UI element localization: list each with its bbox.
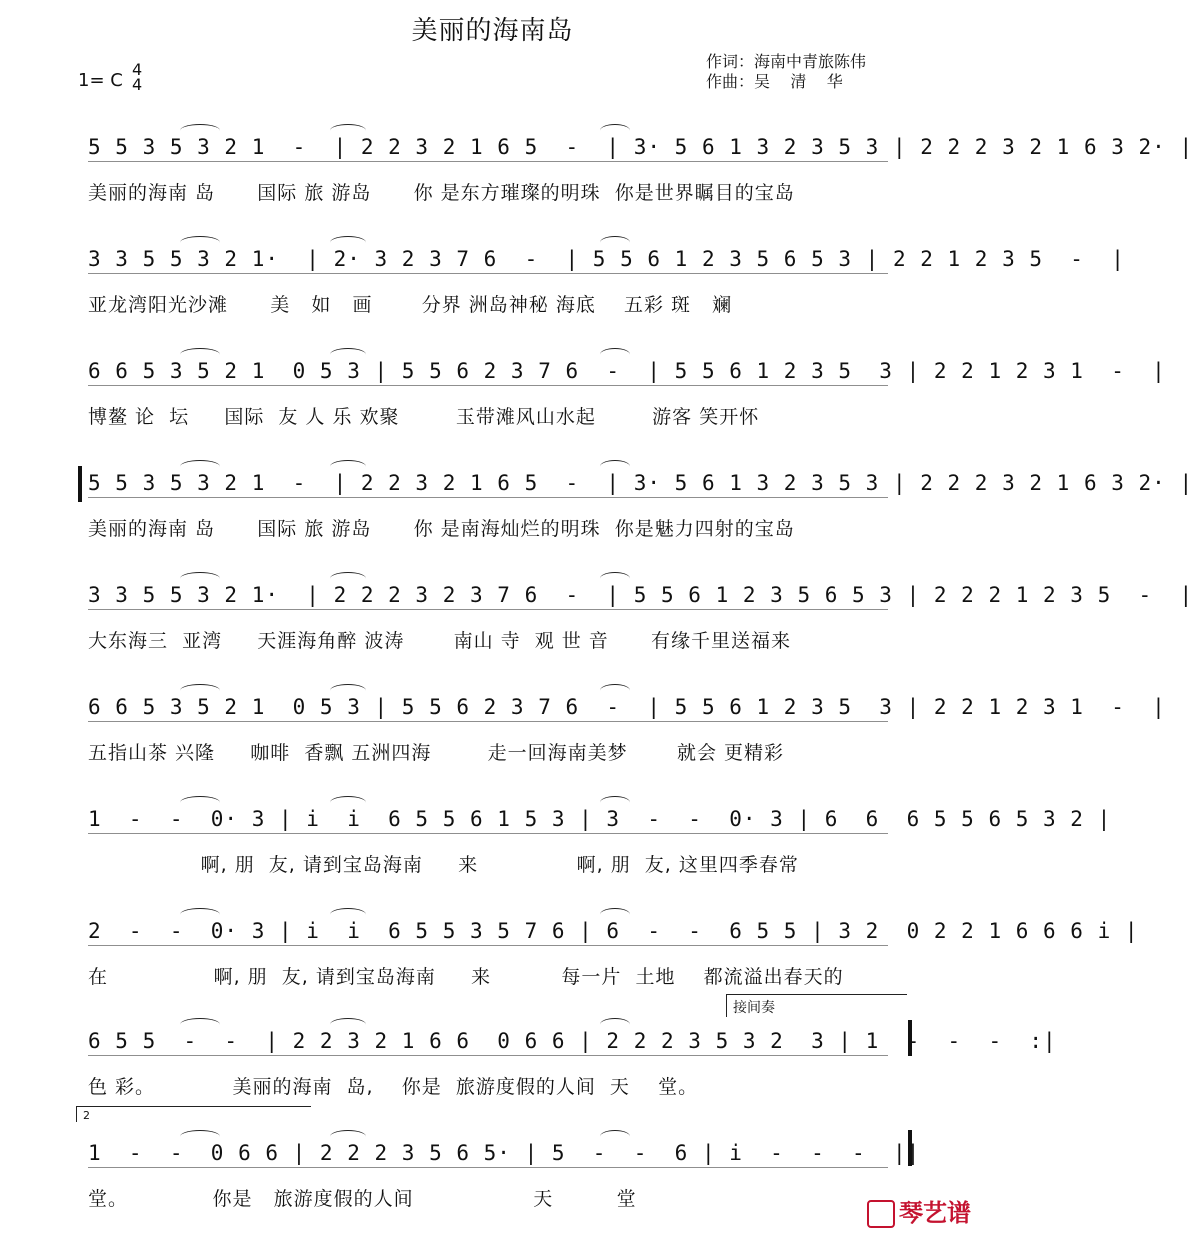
lyric-line: 美丽的海南 岛 国际 旅 游岛 你 是南海灿烂的明珠 你是魅力四射的宝岛 [88,518,795,540]
credits [706,52,866,92]
score-row [0,242,1125,342]
score-row [0,354,1166,454]
slur-mark [180,796,220,809]
notation-line: 6 6 5 3 5 2 1 0 5 3 | 5 5 6 2 3 7 6 - | 5 5 6 1 2 3 5 3 | 2 2 1 2 3 1 - | [88,690,908,724]
slur-mark [180,684,220,697]
notation-line: 6 6 5 3 5 2 1 0 5 3 | 5 5 6 2 3 7 6 - | 5 5 6 1 2 3 5 3 | 2 2 1 2 3 1 - | [88,354,908,388]
slur-mark [330,1018,366,1031]
slur-mark [180,460,220,473]
lyric-line: 在 啊, 朋 友, 请到宝岛海南 来 每一片 土地 都流溢出春天的 [88,966,844,988]
time-signature [132,62,142,92]
score-row [0,578,1193,678]
slur-mark [600,572,630,585]
slur-mark [600,348,630,361]
lyric-line: 大东海三 亚湾 天涯海角醉 波涛 南山 寺 观 世 音 有缘千里送福来 [88,630,792,652]
slur-mark [600,1130,630,1143]
slur-mark [330,908,366,921]
notation-line: 3 3 5 5 3 2 1· | 2 2 2 3 2 3 7 6 - | 5 5 6 1 2 3 5 6 5 3 | 2 2 2 1 2 3 5 - | [88,578,908,612]
time-top: 4 [132,60,143,79]
slur-mark [600,460,630,473]
site-logo [867,1193,971,1228]
notation-line: 3 3 5 5 3 2 1· | 2· 3 2 3 7 6 - | 5 5 6 1 2 3 5 6 5 3 | 2 2 1 2 3 5 - | [88,242,908,276]
notation-line: 5 5 3 5 3 2 1 - | 2 2 3 2 1 6 5 - | 3· 5 6 1 3 2 3 5 3 | 2 2 2 3 2 1 6 3 2· | [88,466,908,500]
slur-mark [180,124,220,137]
slur-mark [180,908,220,921]
slur-mark [330,796,366,809]
slur-mark [330,236,366,249]
slur-mark [330,1130,366,1143]
beam-underline [88,1167,888,1174]
score-row [0,1136,985,1236]
lyric-line: 色 彩。 美丽的海南 岛, 你是 旅游度假的人间 天 堂。 [88,1076,699,1098]
slur-mark [600,796,630,809]
final-barline [900,1130,912,1166]
logo-text: 琴艺谱 [899,1199,971,1227]
slur-mark [330,348,366,361]
slur-mark [600,908,630,921]
lyricist-credit: 作词：海南中青旅陈伟 [706,52,867,71]
notation-line: 1 - - 0 6 6 | 2 2 2 3 5 6 5· | 5 - - 6 | i - - - || [88,1136,908,1170]
slur-mark [180,572,220,585]
key-signature: 1= C [78,70,123,91]
lyric-line: 啊, 朋 友, 请到宝岛海南 来 啊, 朋 友, 这里四季春常 [88,854,799,876]
score-row [0,690,1166,790]
song-title: 美丽的海南岛 [411,16,574,46]
lyric-line: 堂。 你是 旅游度假的人间 天 堂 [88,1188,637,1210]
beam-underline [88,945,888,952]
notation-line: 6 5 5 - - | 2 2 3 2 1 6 6 0 6 6 | 2 2 2 3 5 3 2 3 | 1 - - - :| [88,1024,908,1058]
beam-underline [88,721,888,728]
score-row [0,130,1193,230]
beam-underline [88,161,888,168]
lyric-line: 美丽的海南 岛 国际 旅 游岛 你 是东方璀璨的明珠 你是世界瞩目的宝岛 [88,182,795,204]
lyric-line: 五指山茶 兴隆 咖啡 香飘 五洲四海 走一回海南美梦 就会 更精彩 [88,742,784,764]
slur-mark [330,684,366,697]
score-row [0,466,1193,566]
beam-underline [88,385,888,392]
lyric-line: 博鳌 论 坛 国际 友 人 乐 欢聚 玉带滩风山水起 游客 笑开怀 [88,406,760,428]
notation-line: 2 - - 0· 3 | i i 6 5 5 3 5 7 6 | 6 - - 6 5 5 | 3 2 0 2 2 1 6 6 6 i | [88,914,908,948]
volta-1-label: 接间奏 [733,1000,775,1016]
score-row [0,802,1112,902]
volta-2-bracket [76,1106,311,1122]
beam-underline [88,1055,888,1062]
beam-underline [88,497,888,504]
volta-2-label: 2 [83,1109,90,1122]
slur-mark [180,236,220,249]
slur-mark [330,460,366,473]
repeat-end-barline [900,1020,912,1056]
slur-mark [600,236,630,249]
slur-mark [180,1018,220,1031]
beam-underline [88,609,888,616]
slur-mark [330,124,366,137]
slur-mark [330,572,366,585]
time-bottom: 4 [132,75,143,94]
volta-1-bracket [726,994,907,1017]
slur-mark [600,684,630,697]
notation-line: 5 5 3 5 3 2 1 - | 2 2 3 2 1 6 5 - | 3· 5 6 1 3 2 3 5 3 | 2 2 2 3 2 1 6 3 2· | [88,130,908,164]
lyric-line: 亚龙湾阳光沙滩 美 如 画 分界 洲岛神秘 海底 五彩 斑 斓 [88,294,733,316]
composer-credit: 作曲：吴 清 华 [706,72,843,91]
slur-mark [180,1130,220,1143]
beam-underline [88,273,888,280]
slur-mark [600,124,630,137]
slur-mark [600,1018,630,1031]
beam-underline [88,833,888,840]
logo-icon [867,1200,895,1228]
notation-line: 1 - - 0· 3 | i i 6 5 5 6 1 5 3 | 3 - - 0· 3 | 6 6 6 5 5 6 5 3 2 | [88,802,908,836]
slur-mark [180,348,220,361]
